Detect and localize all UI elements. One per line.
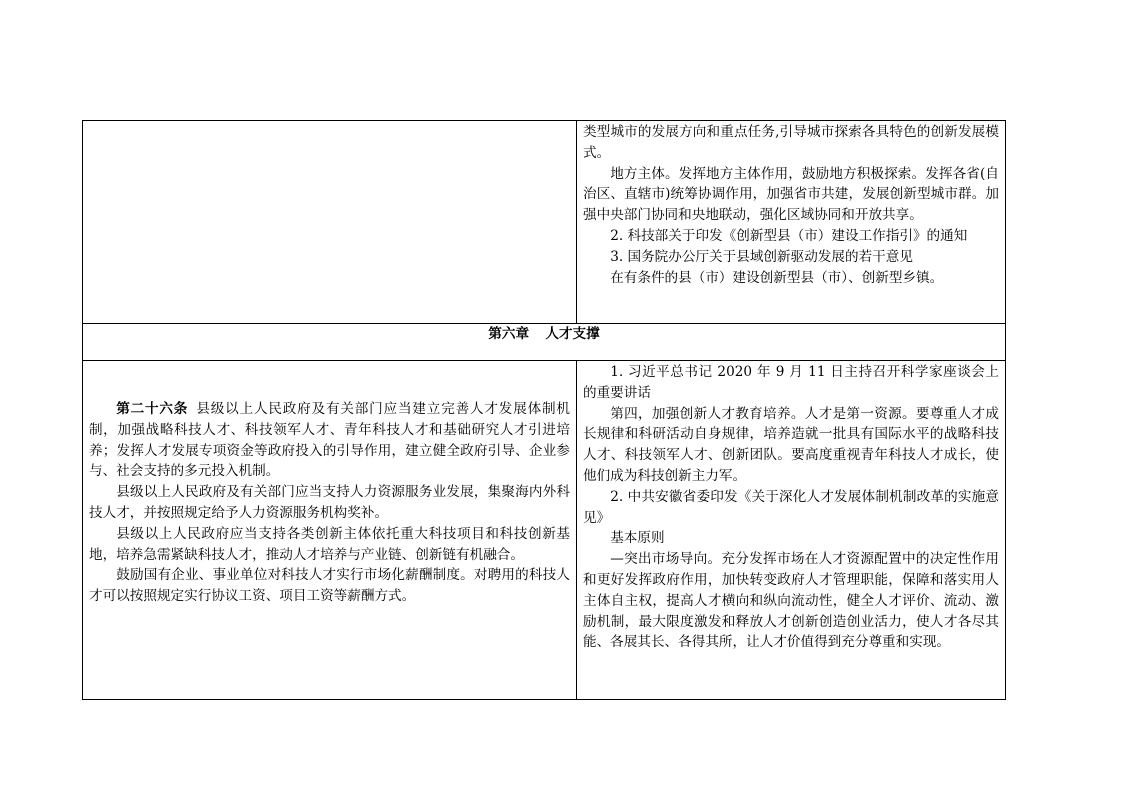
reference-paragraph: 第四，加强创新人才教育培养。人才是第一资源。要尊重人才成长规律和科研活动自身规律，培养造就一批具有国际水平的战略科技人才、科技领军人才、创新团队。要高度重视青年科技人才成长，使他们成为科技创新主力军。 xyxy=(583,405,999,484)
reference-paragraph: 地方主体。发挥地方主体作用，鼓励地方积极探索。发挥各省(自治区、直辖市)统筹协调作用，加强省市共建，发展创新型城市群。加强中央部门协同和央地联动，强化区域协同和开放共享。 xyxy=(583,165,999,224)
table-cell-reference xyxy=(577,361,1006,700)
reference-paragraph: 2. 中共安徽省委印发《关于深化人才发展体制机制改革的实施意见》 xyxy=(583,488,999,526)
article-paragraph xyxy=(89,399,570,482)
chapter-number: 第六章 xyxy=(488,326,530,342)
table-cell-empty xyxy=(83,121,577,324)
table-row xyxy=(83,121,1006,324)
table-cell-article xyxy=(83,361,577,700)
reference-paragraph: 1. 习近平总书记 2020 年 9 月 11 日主持召开科学家座谈会上的重要讲话 xyxy=(583,364,999,401)
article-paragraph: 县级以上人民政府及有关部门应当支持人力资源服务业发展，集聚海内外科技人才，并按照规定给予人力资源服务机构奖补。 xyxy=(89,484,570,521)
table-cell-reference xyxy=(577,121,1006,324)
article-text: 县级以上人民政府及有关部门应当建立完善人才发展体制机制，加强战略科技人才、科技领军人才、青年科技人才和基础研究人才引进培养；发挥人才发展专项资金等政府投入的引导作用，建立健全政府引导、企业参与、社会支持的多元投入机制。 xyxy=(89,401,571,480)
article-number: 第二十六条 xyxy=(116,401,189,417)
chapter-title: 人才支撑 xyxy=(545,326,600,342)
reference-paragraph: 基本原则 xyxy=(610,530,665,547)
table-row xyxy=(83,361,1006,700)
comparison-table xyxy=(82,120,1006,700)
reference-paragraph: 2. 科技部关于印发《创新型县（市）建设工作指引》的通知 xyxy=(610,227,968,244)
article-paragraph: 县级以上人民政府应当支持各类创新主体依托重大科技项目和科技创新基地，培养急需紧缺科技人才，推动人才培养与产业链、创新链有机融合。 xyxy=(89,525,570,563)
chapter-row xyxy=(83,324,1006,361)
chapter-heading xyxy=(83,324,1006,361)
reference-paragraph: 3. 国务院办公厅关于县域创新驱动发展的若干意见 xyxy=(610,248,913,265)
article-paragraph: 鼓励国有企业、事业单位对科技人才实行市场化薪酬制度。对聘用的科技人才可以按照规定实行协议工资、项目工资等薪酬方式。 xyxy=(89,567,570,605)
reference-paragraph: —突出市场导向。充分发挥市场在人才资源配置中的决定性作用和更好发挥政府作用，加快转变政府人才管理职能，保障和落实用人主体自主权，提高人才横向和纵向流动性，健全人才评价、流动、激励机制，最大限度激发和释放人才创新创造创业活力，使人才各尽其能、各展其长、各得其所，让人才价值得到充分尊重和实现。 xyxy=(583,551,999,651)
reference-paragraph: 类型城市的发展方向和重点任务,引导城市探索各具特色的创新发展模式。 xyxy=(583,124,999,161)
reference-paragraph: 在有条件的县（市）建设创新型县（市）、创新型乡镇。 xyxy=(610,269,944,286)
